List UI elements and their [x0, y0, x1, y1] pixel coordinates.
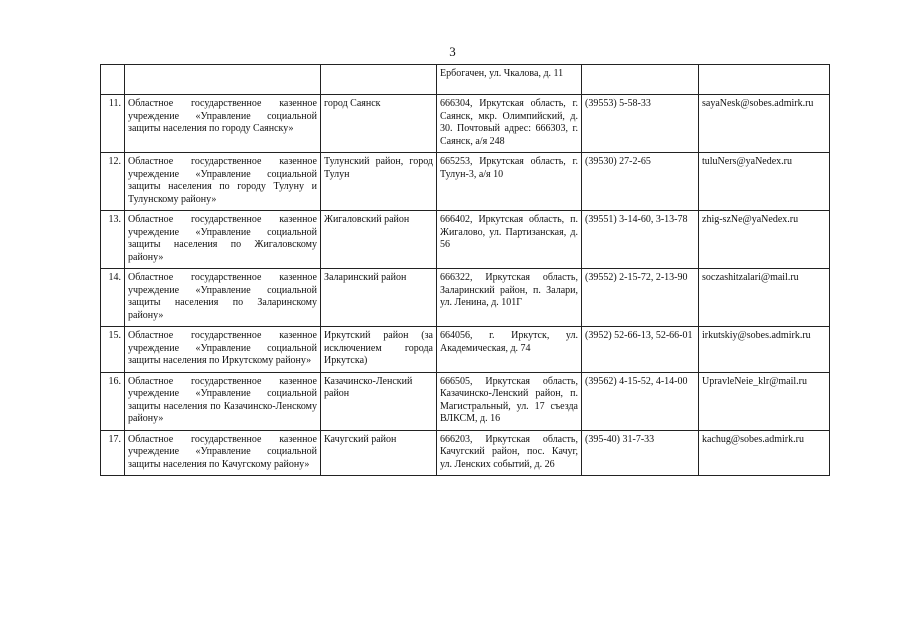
service-area: Казачинско-Ленский район — [321, 372, 437, 430]
address: 666203, Иркутская область, Качугский район, пос. Качуг, ул. Ленских событий, д. 26 — [437, 430, 582, 476]
agency-name: Областное государственное казенное учреждение «Управление социальной защиты населения по Иркутскому району» — [125, 327, 321, 373]
service-area: Тулунский район, город Тулун — [321, 153, 437, 211]
phone: (3952) 52-66-13, 52-66-01 — [582, 327, 699, 373]
email: sayaNesk@sobes.admirk.ru — [699, 95, 830, 153]
table-row — [101, 153, 830, 211]
agency-name: Областное государственное казенное учреждение «Управление социальной защиты населения по Заларинскому району» — [125, 269, 321, 327]
phone — [582, 65, 699, 95]
address: 664056, г. Иркутск, ул. Академическая, д. 74 — [437, 327, 582, 373]
email: tuluNers@yaNedex.ru — [699, 153, 830, 211]
agency-name: Областное государственное казенное учреждение «Управление социальной защиты населения по Качугскому району» — [125, 430, 321, 476]
agencies-table — [100, 64, 830, 476]
row-number: 12. — [101, 153, 125, 211]
table-row — [101, 95, 830, 153]
row-number — [101, 65, 125, 95]
agency-name: Областное государственное казенное учреждение «Управление социальной защиты населения по городу Саянску» — [125, 95, 321, 153]
email: irkutskiy@sobes.admirk.ru — [699, 327, 830, 373]
email: kachug@sobes.admirk.ru — [699, 430, 830, 476]
email: soczashitzalari@mail.ru — [699, 269, 830, 327]
table-row-continuation — [101, 65, 830, 95]
agency-name: Областное государственное казенное учреждение «Управление социальной защиты населения по Жигаловскому району» — [125, 211, 321, 269]
service-area: город Саянск — [321, 95, 437, 153]
table-row — [101, 327, 830, 373]
phone: (39551) 3-14-60, 3-13-78 — [582, 211, 699, 269]
address: 665253, Иркутская область, г. Тулун-3, а/я 10 — [437, 153, 582, 211]
row-number: 16. — [101, 372, 125, 430]
service-area — [321, 65, 437, 95]
email: zhig-szNe@yaNedex.ru — [699, 211, 830, 269]
phone: (39530) 27-2-65 — [582, 153, 699, 211]
phone: (39562) 4-15-52, 4-14-00 — [582, 372, 699, 430]
email: UpravleNeie_klr@mail.ru — [699, 372, 830, 430]
email — [699, 65, 830, 95]
service-area: Качугский район — [321, 430, 437, 476]
phone: (39553) 5-58-33 — [582, 95, 699, 153]
service-area: Жигаловский район — [321, 211, 437, 269]
address: Ербогачен, ул. Чкалова, д. 11 — [437, 65, 582, 95]
service-area: Иркутский район (за исключением города Иркутска) — [321, 327, 437, 373]
address: 666304, Иркутская область, г. Саянск, мкр. Олимпийский, д. 30. Почтовый адрес: 666303, г. Саянск, а/я 248 — [437, 95, 582, 153]
phone: (395-40) 31-7-33 — [582, 430, 699, 476]
agency-name: Областное государственное казенное учреждение «Управление социальной защиты населения по Казачинско-Ленскому району» — [125, 372, 321, 430]
table-row — [101, 211, 830, 269]
page-number: 3 — [449, 44, 456, 59]
service-area: Заларинский район — [321, 269, 437, 327]
agency-name: Областное государственное казенное учреждение «Управление социальной защиты населения по городу Тулуну и Тулунскому району» — [125, 153, 321, 211]
row-number: 15. — [101, 327, 125, 373]
address: 666322, Иркутская область, Заларинский район, п. Залари, ул. Ленина, д. 101Г — [437, 269, 582, 327]
address: 666505, Иркутская область, Казачинско-Ленский район, п. Магистральный, ул. 17 съезда ВЛКСМ, д. 16 — [437, 372, 582, 430]
agency-name — [125, 65, 321, 95]
row-number: 11. — [101, 95, 125, 153]
row-number: 13. — [101, 211, 125, 269]
row-number: 17. — [101, 430, 125, 476]
address: 666402, Иркутская область, п. Жигалово, ул. Партизанская, д. 56 — [437, 211, 582, 269]
table-row — [101, 372, 830, 430]
table-row — [101, 430, 830, 476]
row-number: 14. — [101, 269, 125, 327]
phone: (39552) 2-15-72, 2-13-90 — [582, 269, 699, 327]
table-row — [101, 269, 830, 327]
